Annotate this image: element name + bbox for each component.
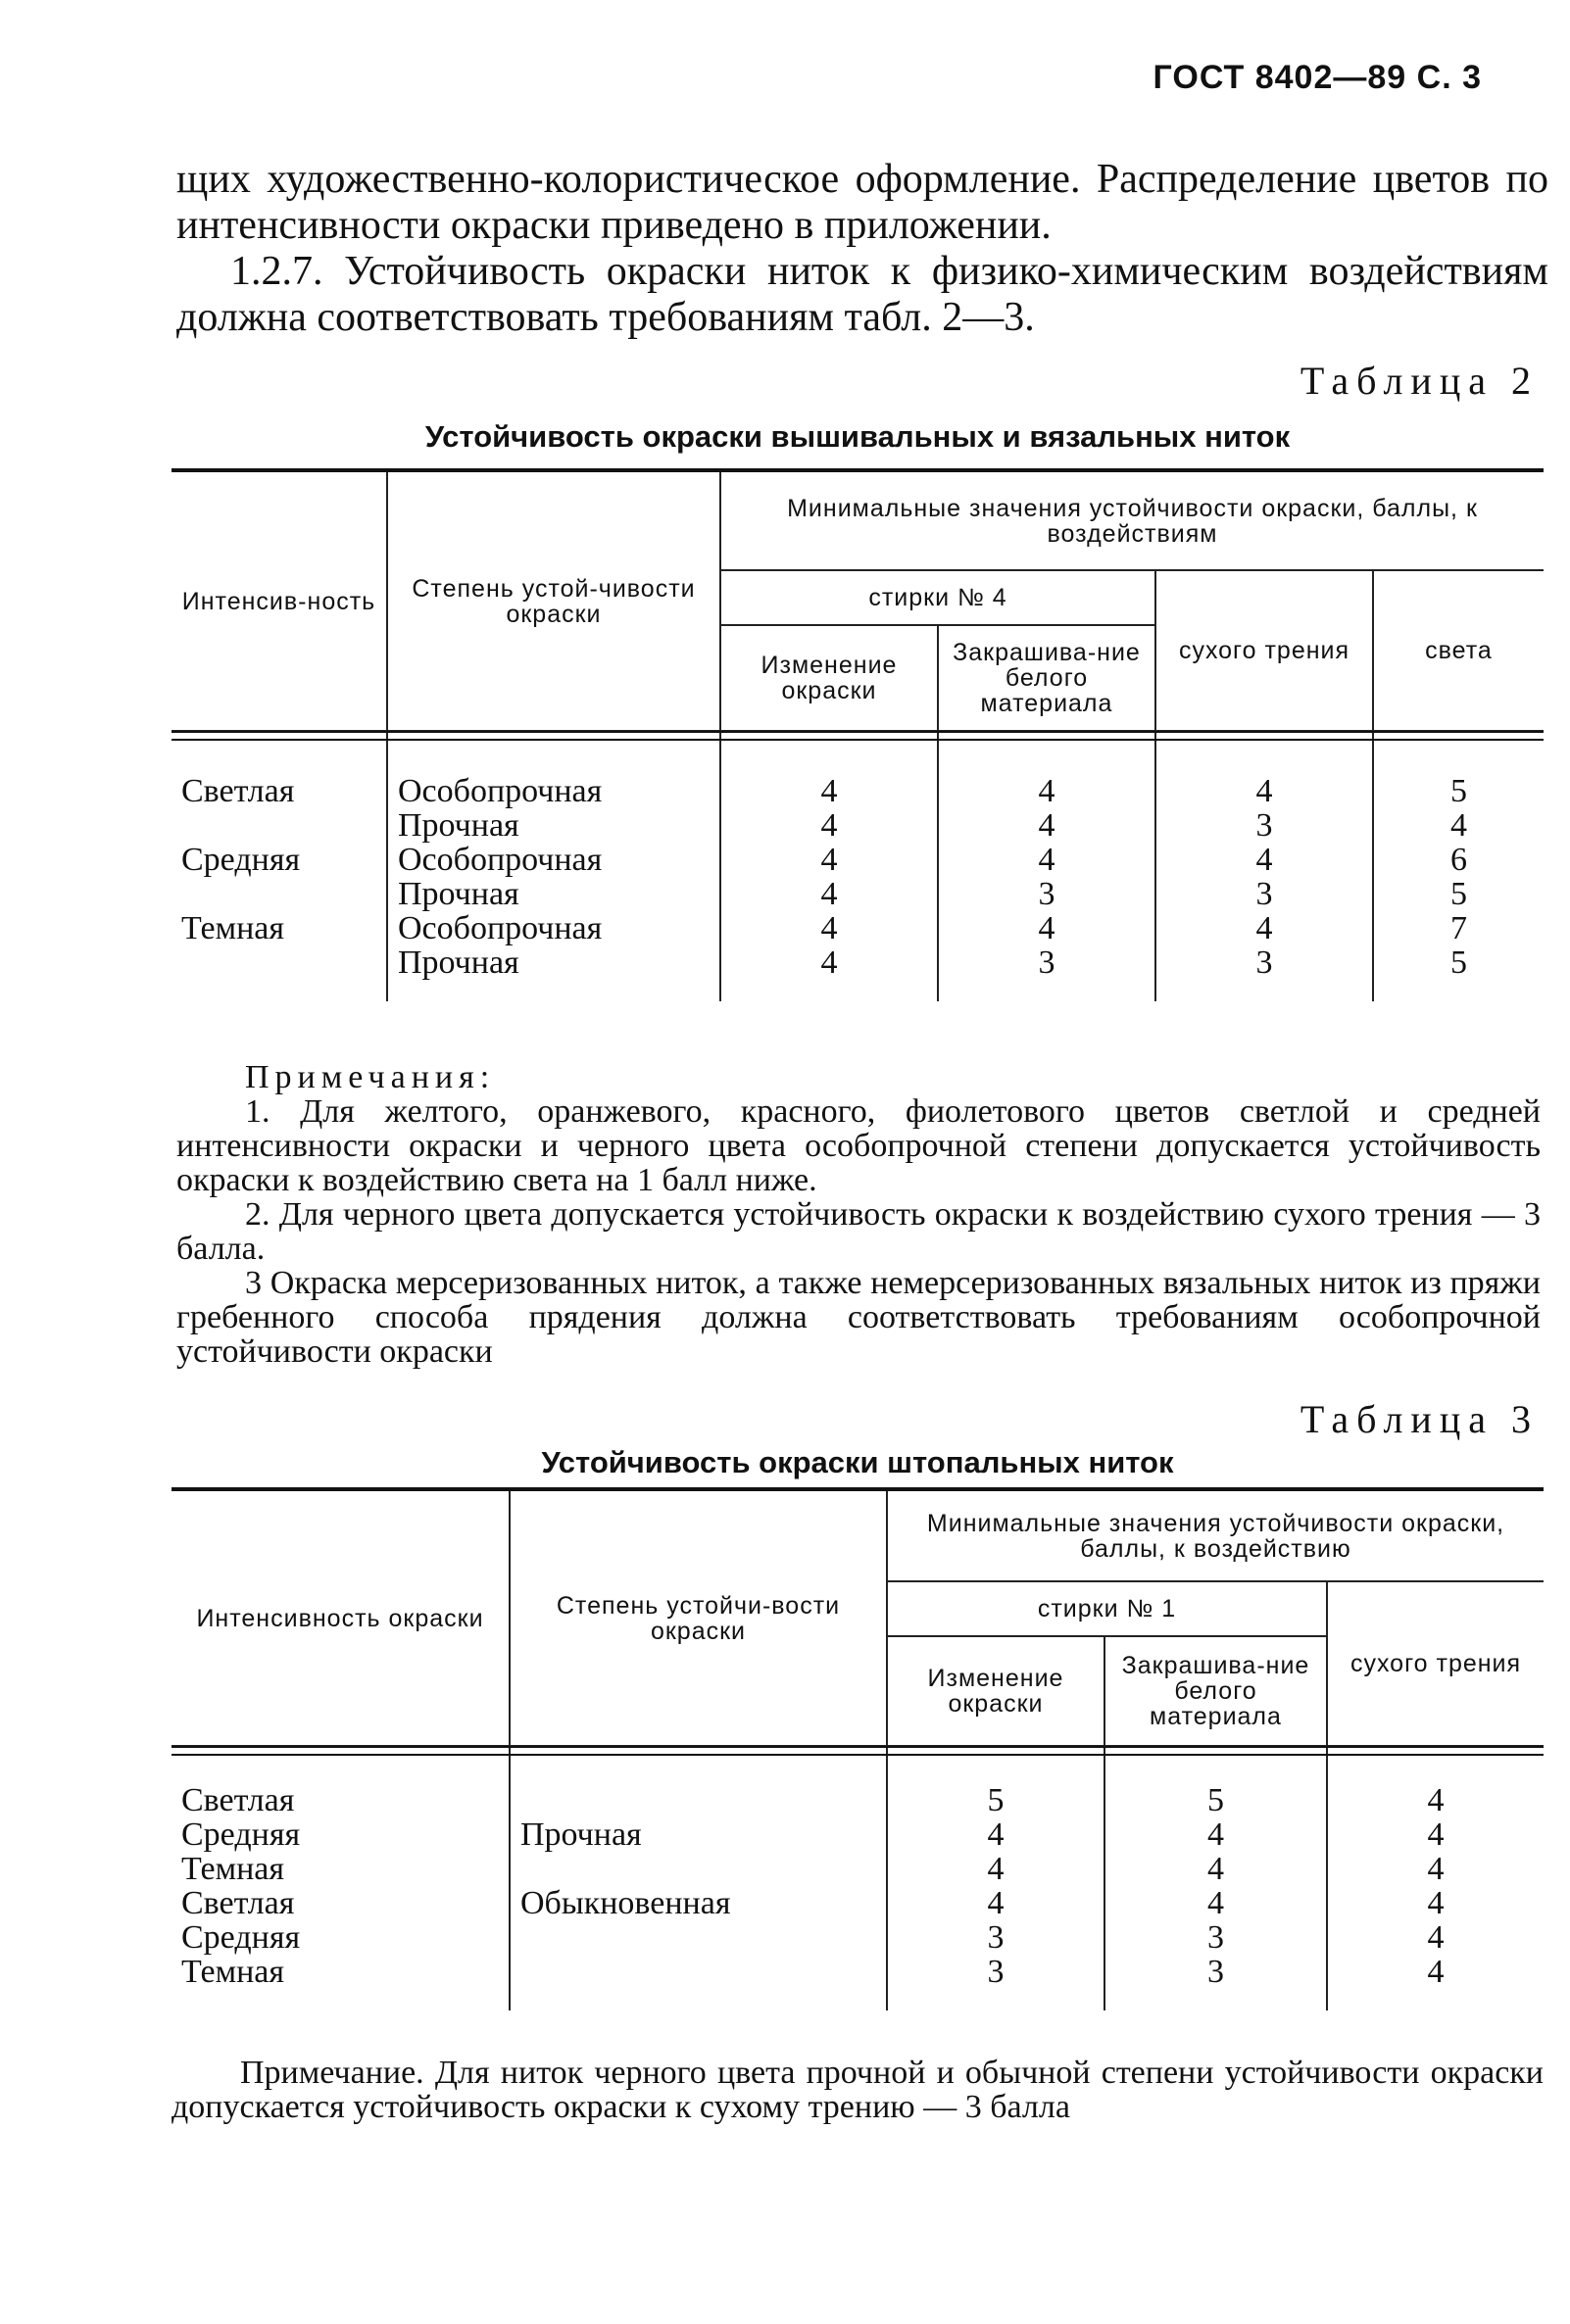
table2-cell-rub: 3 [1155,877,1373,911]
table2-cell-change: 4 [720,911,938,945]
table3-h-min-values: Минимальные значения устойчивости окраски, баллы, к воздействию [887,1491,1544,1581]
table2-cell-rub: 4 [1155,843,1373,877]
table3-cell-rub: 4 [1427,1816,1445,1853]
table2-cell-intensity: Средняя [172,843,387,877]
table3-cell-rub: 4 [1427,1885,1445,1921]
table3-cell-intensity: Средняя [172,1817,510,1852]
table2-cell-degree: Прочная [387,808,720,843]
table-row [172,911,1544,945]
table2-cell-light: 4 [1450,807,1467,844]
table3-cell-degree [510,1955,887,1989]
table2-cell-change: 4 [720,808,938,843]
table3-cell-stain: 4 [1104,1817,1327,1852]
table2-h-wash: стирки № 4 [720,570,1155,625]
table3-title: Устойчивость окраски штопальных ниток [541,1445,1174,1479]
table-row [172,1852,1544,1886]
table2-cell-intensity [172,808,387,843]
table2-h-intensity: Интенсив-ность [172,472,387,731]
table2-cell-light: 5 [1450,773,1467,809]
table-row [172,945,1544,980]
table3-cell-degree: Обыкновенная [510,1886,887,1920]
table2-cell-rub: 4 [1155,774,1373,808]
table3-cell-intensity: Светлая [172,1783,510,1817]
table-row [172,877,1544,911]
note-3: 3 Окраска мерсеризованных ниток, а также немерсеризованных вязальных ниток из пряжи гребенного способа прядения должна соответствовать требованиям особопрочной устойчивости окраски [176,1265,1541,1370]
table3-note [172,2056,1544,2124]
intro-line-1: щих художественно-колористическое оформление. Распределение цветов по интенсивности окраски приведено в приложении. [176,157,1548,248]
table2-cell-change: 4 [720,843,938,877]
table3-cell-intensity: Средняя [172,1920,510,1955]
table-row [172,1955,1544,1989]
table3-cell-change: 4 [887,1886,1104,1920]
table3-cell-change: 4 [887,1852,1104,1886]
table3-cell-stain: 4 [1104,1886,1327,1920]
table2-cell-stain: 4 [938,808,1155,843]
note-table3: Примечание. Для ниток черного цвета прочной и обычной степени устойчивости окраски допускается устойчивость окраски к сухому трению — 3 балла [172,2055,1544,2125]
table3-cell-degree [510,1852,887,1886]
table2-notes [176,1060,1541,1369]
table3-cell-change: 3 [887,1920,1104,1955]
table2-cell-intensity [172,877,387,911]
table2-title: Устойчивость окраски вышивальных и вязальных ниток [424,419,1291,454]
table2-cell-stain: 3 [938,877,1155,911]
notes-heading: Примечания: [245,1059,496,1095]
table2-cell-light: 6 [1450,842,1467,878]
table3-h-intensity: Интенсивность окраски [172,1491,510,1746]
table-row [172,1783,1544,1817]
table2-cell-light: 7 [1450,910,1467,946]
table2-cell-intensity: Светлая [172,774,387,808]
table-row [172,774,1544,808]
table2-header-rule [172,731,1544,741]
table2-cell-rub: 3 [1155,945,1373,980]
table3-h-dry-rub: сухого трения [1327,1581,1544,1746]
table3-cell-degree: Прочная [510,1817,887,1852]
table2-h-dry-rub: сухого трения [1155,570,1373,731]
table-row [172,1886,1544,1920]
note-2: 2. Для черного цвета допускается устойчивость окраски к воздействию сухого трения — 3 балла. [176,1196,1541,1267]
table2-cell-stain: 4 [938,843,1155,877]
table3-cell-stain: 5 [1104,1783,1327,1817]
table3-cell-rub: 4 [1427,1954,1445,1990]
table2-cell-change: 4 [720,945,938,980]
table3-cell-intensity: Темная [172,1955,510,1989]
table3-cell-change: 4 [887,1817,1104,1852]
table3-cell-rub: 4 [1427,1919,1445,1956]
table2-cell-intensity: Темная [172,911,387,945]
table3-cell-stain: 3 [1104,1920,1327,1955]
table2-cell-stain: 3 [938,945,1155,980]
table3-cell-rub: 4 [1427,1782,1445,1818]
page-header: ГОСТ 8402—89 С. 3 [1153,59,1482,96]
table3-cell-change: 3 [887,1955,1104,1989]
table3-cell-stain: 4 [1104,1852,1327,1886]
table3-cell-stain: 3 [1104,1955,1327,1989]
intro-text [176,157,1548,341]
table2-h-light: света [1373,570,1544,731]
table2-cell-rub: 4 [1155,911,1373,945]
table3-cell-degree [510,1920,887,1955]
table-row [172,1920,1544,1955]
table2-cell-degree: Прочная [387,945,720,980]
intro-line-2: 1.2.7. Устойчивость окраски ниток к физико-химическим воздействиям должна соответствовать требованиям табл. 2—3. [176,249,1548,340]
table2-cell-change: 4 [720,774,938,808]
table-row [172,1817,1544,1852]
table2-cell-degree: Особопрочная [387,911,720,945]
table3-caption: Таблица 3 [1300,1397,1539,1441]
table3-cell-degree [510,1783,887,1817]
table2-cell-degree: Прочная [387,877,720,911]
table2-caption: Таблица 2 [1300,359,1539,403]
table2-cell-degree: Особопрочная [387,843,720,877]
table3-h-degree: Степень устойчи-вости окраски [510,1491,887,1746]
table2-cell-light: 5 [1450,944,1467,981]
table-row [172,843,1544,877]
table3-cell-rub: 4 [1427,1851,1445,1887]
note-1: 1. Для желтого, оранжевого, красного, фиолетового цветов светлой и средней интенсивности окраски и черного цвета особопрочной степени допускается устойчивость окраски к воздействию света на 1 балл ниже. [176,1093,1541,1198]
table2-h-staining: Закрашива-ние белого материала [938,625,1155,731]
table3-h-wash: стирки № 1 [887,1581,1327,1636]
table3-cell-intensity: Темная [172,1852,510,1886]
table2-h-min-values: Минимальные значения устойчивости окраски, баллы, к воздействиям [720,472,1544,570]
table3-h-color-change: Изменение окраски [887,1636,1104,1746]
table3-h-staining: Закрашива-ние белого материала [1104,1636,1327,1746]
table2-cell-light: 5 [1450,876,1467,912]
table3-cell-intensity: Светлая [172,1886,510,1920]
table-row [172,808,1544,843]
table2-cell-stain: 4 [938,774,1155,808]
table2-cell-stain: 4 [938,911,1155,945]
table2-cell-rub: 3 [1155,808,1373,843]
table2-cell-change: 4 [720,877,938,911]
table2-h-degree: Степень устой-чивости окраски [387,472,720,731]
table3-cell-change: 5 [887,1783,1104,1817]
table2-h-color-change: Изменение окраски [720,625,938,731]
table2-cell-degree: Особопрочная [387,774,720,808]
table2-cell-intensity [172,945,387,980]
table3-header-rule [172,1746,1544,1756]
